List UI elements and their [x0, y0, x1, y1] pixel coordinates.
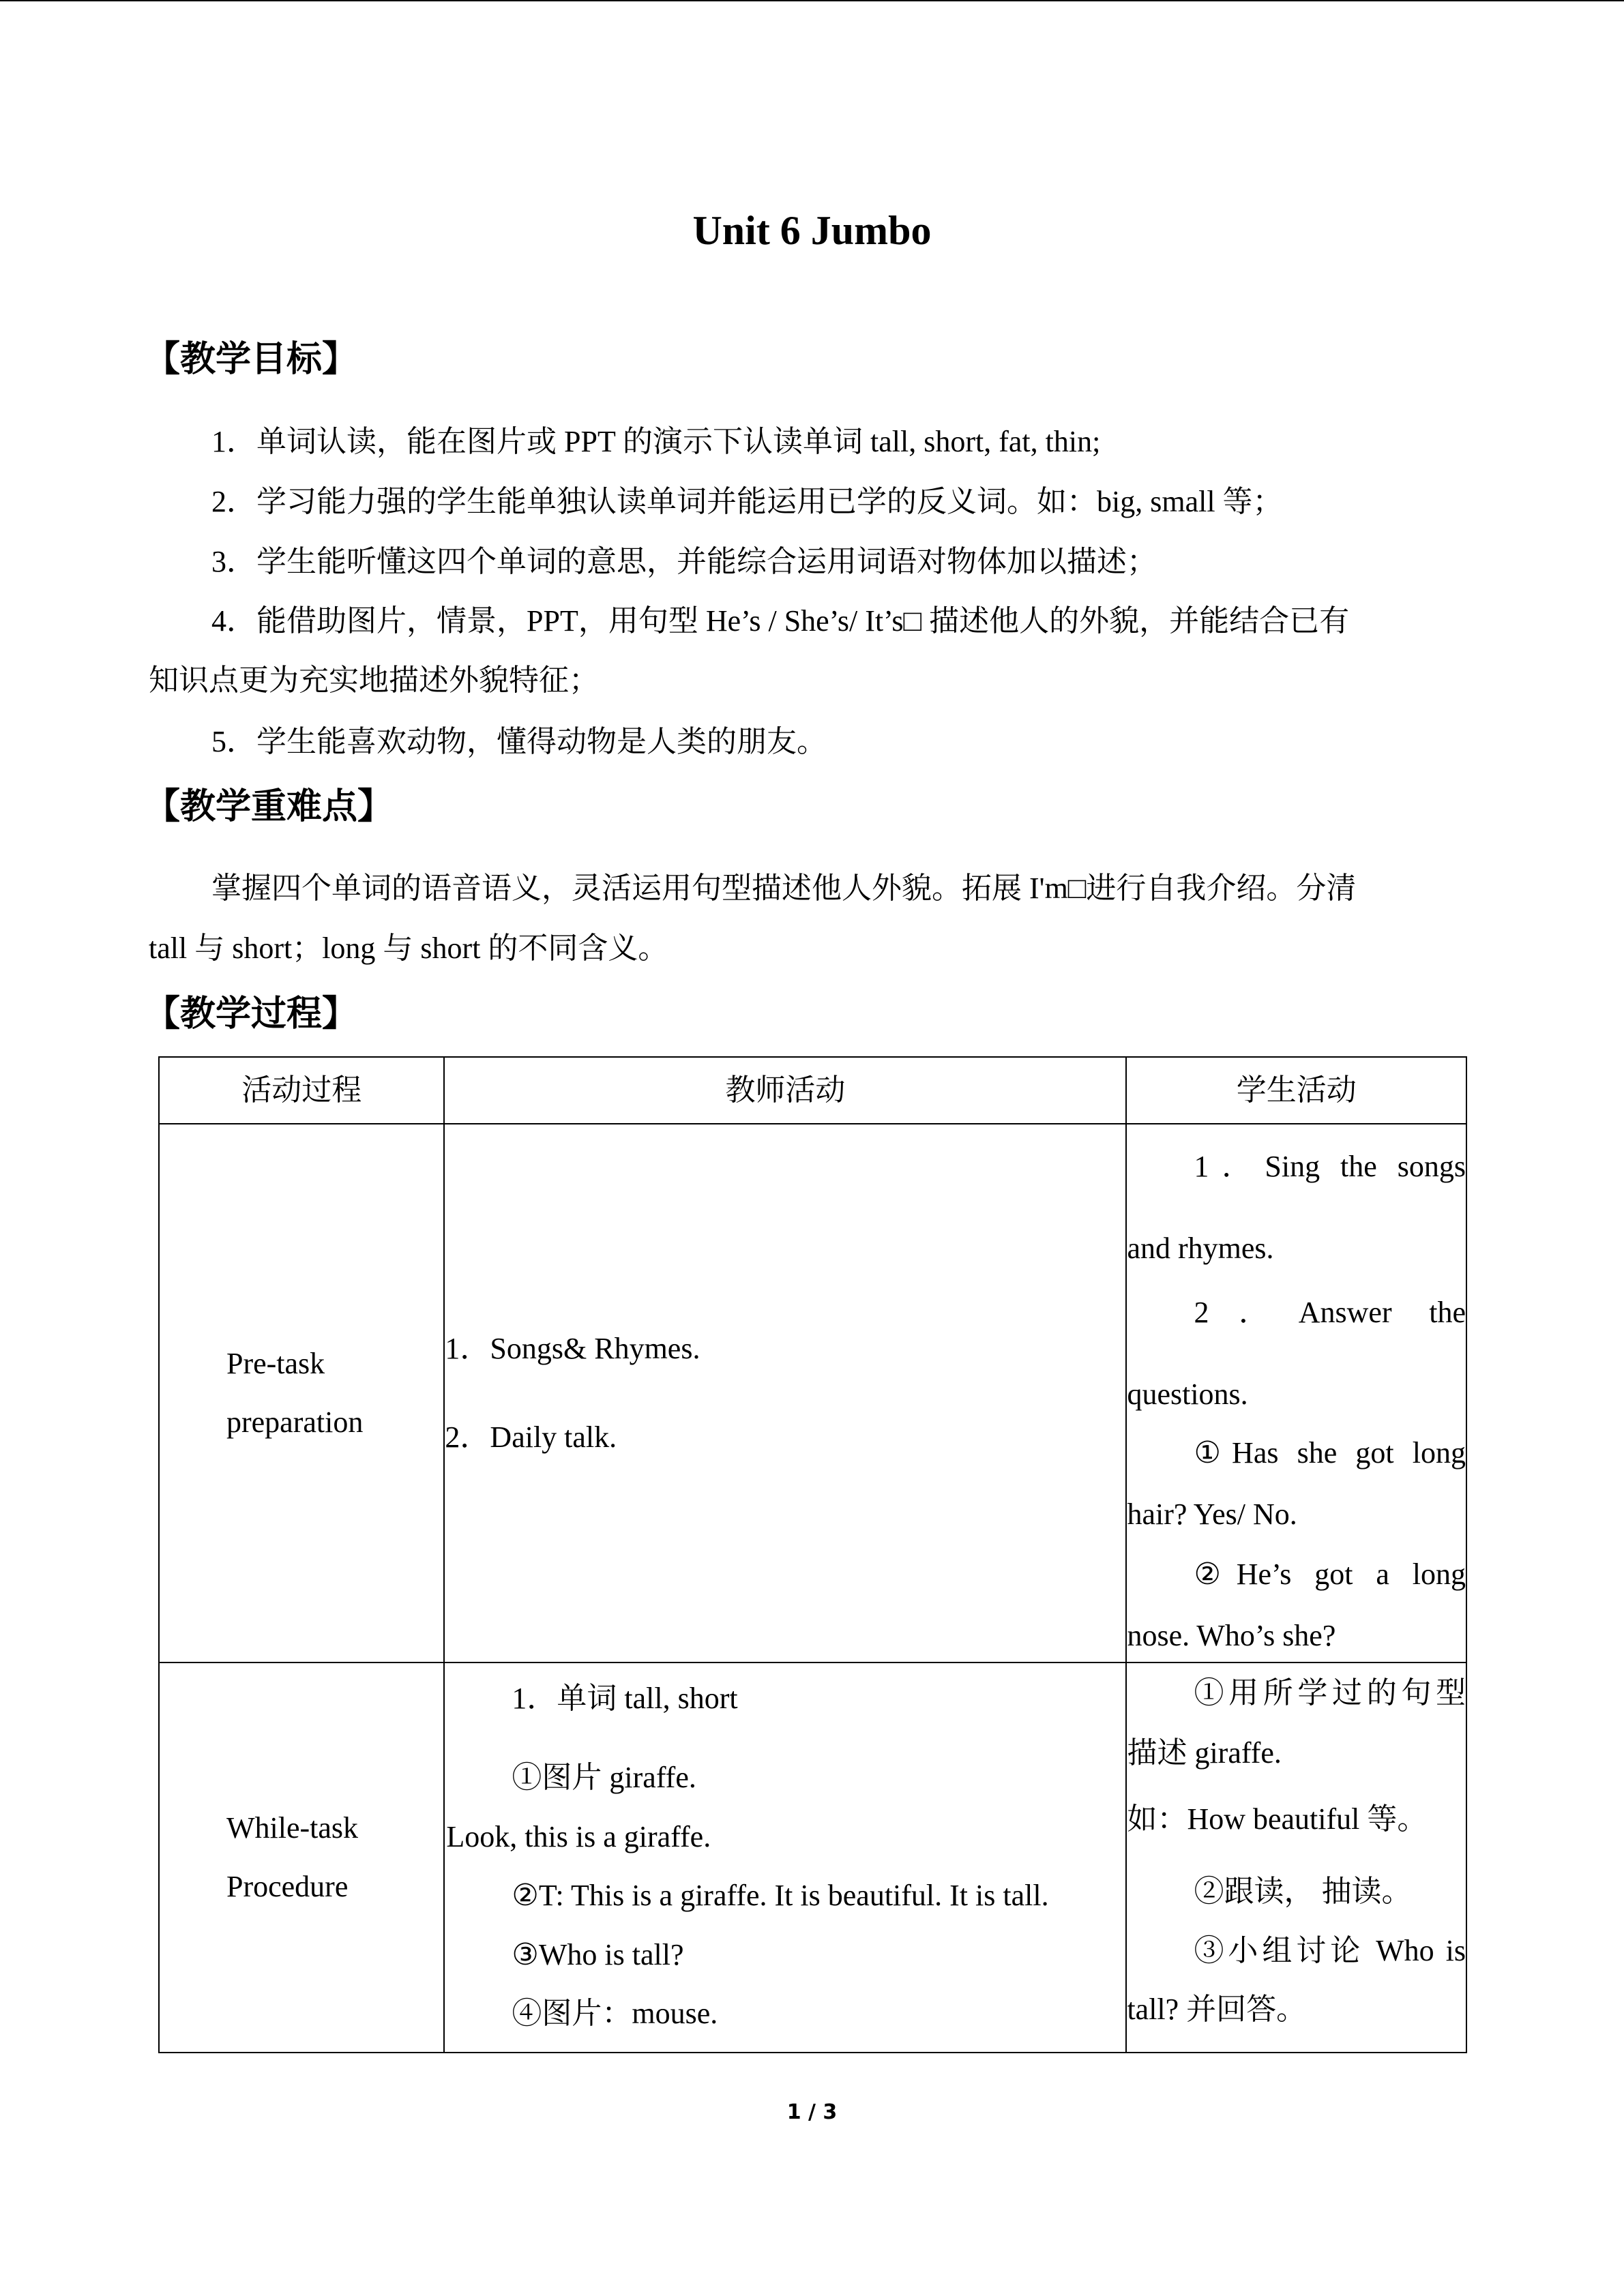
column-header-teacher: 教师活动 [444, 1057, 1126, 1124]
student-activity-line: ②He’s got a long [1194, 1557, 1466, 1591]
page-number: 1 / 3 [786, 2100, 838, 2124]
phase-line: Pre-task [226, 1347, 325, 1380]
phase-line: While-task [226, 1811, 359, 1845]
student-activity-cell [1126, 1663, 1466, 2053]
student-activity-cell [1126, 1124, 1466, 1663]
objective-item-4: 4．能借助图片，情景，PPT，用句型 He’s / She’s/ It’s□ 描述他人的外貌，并能结合已有 [211, 604, 1350, 638]
teacher-activity-line: ②T: This is a giraffe. It is beautiful. It is tall. [512, 1879, 1049, 1912]
student-activity-line: 1．Sing the songs [1194, 1150, 1466, 1183]
phase-line: preparation [226, 1405, 364, 1439]
teacher-activity-line: ③Who is tall? [512, 1938, 684, 1971]
teacher-activity-line: 1．Songs& Rhymes. [445, 1332, 700, 1365]
student-activity-line: tall? 并回答。 [1127, 1993, 1307, 2026]
teacher-activity-cell [444, 1663, 1126, 2053]
keypoints-text-line-2: tall 与 short；long 与 short 的不同含义。 [149, 931, 668, 965]
keypoints-heading: 【教学重难点】 [145, 786, 394, 827]
objective-item-3: 3．学生能听懂这四个单词的意思，并能综合运用词语对物体加以描述； [211, 545, 1157, 578]
objectives-heading: 【教学目标】 [145, 339, 358, 380]
process-table [158, 1056, 1467, 2053]
teacher-activity-line: ①图片 giraffe. [512, 1761, 696, 1794]
teacher-activity-line: Look, this is a giraffe. [446, 1820, 711, 1853]
student-activity-line: questions. [1127, 1377, 1248, 1411]
process-heading: 【教学过程】 [145, 994, 358, 1034]
keypoints-text-line-1: 掌握四个单词的语音语义，灵活运用句型描述他人外貌。拓展 I'm□进行自我介绍。分清 [211, 871, 1357, 905]
column-header-phase: 活动过程 [159, 1057, 444, 1124]
objective-item-1: 1．单词认读，能在图片或 PPT 的演示下认读单词 tall, short, fat, thin; [211, 425, 1101, 458]
teacher-activity-line: 1．单词 tall, short [512, 1682, 738, 1715]
teacher-activity-line: 2．Daily talk. [445, 1420, 617, 1454]
student-activity-line: ①Has she got long [1194, 1436, 1466, 1470]
teacher-activity-line: ④图片：mouse. [512, 1997, 718, 2030]
table-header-row [159, 1057, 1466, 1124]
column-header-student: 学生活动 [1126, 1057, 1466, 1124]
student-activity-line: nose. Who’s she? [1127, 1619, 1336, 1652]
teacher-activity-cell [444, 1124, 1126, 1663]
student-activity-line: hair? Yes/ No. [1127, 1497, 1297, 1531]
objective-item-2: 2．学习能力强的学生能单独认读单词并能运用已学的反义词。如：big, small 等； [211, 485, 1283, 518]
student-activity-line: ②跟读， 抽读。 [1194, 1875, 1412, 1908]
phase-cell [159, 1663, 444, 2053]
student-activity-line: ①用所学过的句型 [1194, 1676, 1466, 1710]
student-activity-line: 2．Answer the [1194, 1296, 1466, 1329]
document-title: Unit 6 Jumbo [692, 208, 932, 253]
table-row [159, 1663, 1466, 2053]
student-activity-line: 如：How beautiful 等。 [1127, 1802, 1428, 1836]
student-activity-line: 描述 giraffe. [1127, 1736, 1282, 1770]
objective-item-5: 5．学生能喜欢动物，懂得动物是人类的朋友。 [211, 725, 827, 758]
student-activity-line: and rhymes. [1127, 1232, 1274, 1265]
phase-line: Procedure [226, 1870, 349, 1903]
table-row [159, 1124, 1466, 1663]
student-activity-line: ③小组讨论 Who is [1194, 1934, 1466, 1967]
objective-item-4-continued: 知识点更为充实地描述外貌特征； [149, 664, 599, 697]
phase-cell [159, 1124, 444, 1663]
page-top-border [0, 0, 1624, 1]
